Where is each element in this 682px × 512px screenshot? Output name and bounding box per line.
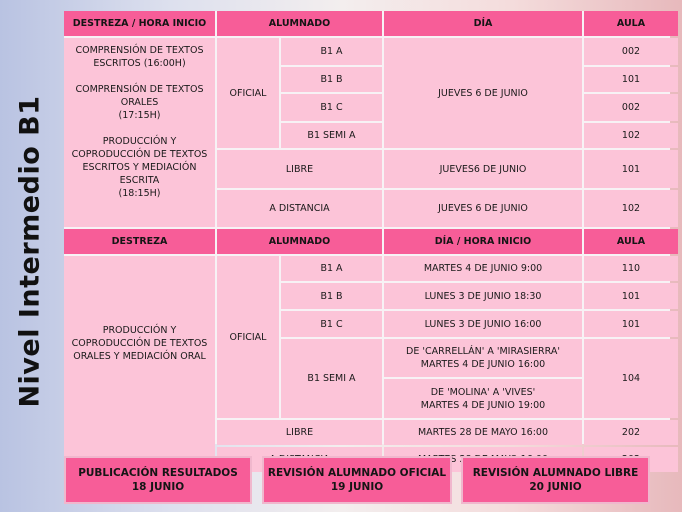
header-destreza-hora: DESTREZA / HORA INICIO	[64, 11, 215, 36]
day-cell: LUNES 3 DE JUNIO 16:00	[384, 311, 582, 337]
header-alumnado: ALUMNADO	[217, 11, 382, 36]
footer-date: 18 JUNIO	[131, 481, 185, 493]
destreza-written: COMPRENSIÓN DE TEXTOS ESCRITOS (16:00H) COMPRENSIÓN DE TEXTOS ORALES (17:15H) PRODUCCIÓN Y COPRODUCCIÓN DE TEXTOS ESCRITOS Y MEDIACIÓN ESCRITA (18:15H)	[64, 38, 215, 227]
results-publication-box	[64, 456, 252, 504]
aula-cell: 104	[584, 339, 678, 418]
aula-cell: 002	[584, 94, 678, 121]
header-destreza: DESTREZA	[64, 229, 215, 254]
official-review-box	[262, 456, 452, 504]
aula-cell: 110	[584, 256, 678, 281]
header-alumnado: ALUMNADO	[217, 229, 382, 254]
free-review-box	[461, 456, 650, 504]
group-b1-semi-a: B1 SEMI A	[281, 123, 382, 148]
header-aula: AULA	[584, 229, 678, 254]
footer-title: PUBLICACIÓN RESULTADOS	[78, 467, 238, 479]
group-b1b: B1 B	[281, 283, 382, 309]
aula-cell: 101	[584, 150, 678, 188]
day-cell: LUNES 3 DE JUNIO 18:30	[384, 283, 582, 309]
libre-label: LIBRE	[217, 420, 382, 445]
group-b1a: B1 A	[281, 38, 382, 65]
distancia-label: A DISTANCIA	[217, 190, 382, 227]
oficial-label: OFICIAL	[217, 38, 279, 148]
group-b1c: B1 C	[281, 94, 382, 121]
group-b1-semi-a: B1 SEMI A	[281, 339, 382, 418]
aula-cell: 102	[584, 190, 678, 227]
level-title: Nivel Intermedio B1	[14, 95, 46, 408]
distancia-day: JUEVES 6 DE JUNIO	[384, 190, 582, 227]
oficial-day: JUEVES 6 DE JUNIO	[384, 38, 582, 148]
oficial-label: OFICIAL	[217, 256, 279, 418]
header-dia-hora: DÍA / HORA INICIO	[384, 229, 582, 254]
group-b1c: B1 C	[281, 311, 382, 337]
header-dia: DÍA	[384, 11, 582, 36]
group-b1b: B1 B	[281, 67, 382, 92]
aula-cell: 101	[584, 311, 678, 337]
aula-cell: 002	[584, 38, 678, 65]
destreza-oral: PRODUCCIÓN Y COPRODUCCIÓN DE TEXTOS ORALES Y MEDIACIÓN ORAL	[64, 256, 215, 472]
aula-cell: 101	[584, 67, 678, 92]
semi-day-cell: DE 'CARRELLÁN' A 'MIRASIERRA' MARTES 4 DE JUNIO 16:00	[384, 339, 582, 377]
day-cell: MARTES 4 DE JUNIO 9:00	[384, 256, 582, 281]
footer-title: REVISIÓN ALUMNADO LIBRE	[472, 467, 639, 479]
footer-title: REVISIÓN ALUMNADO OFICIAL	[267, 467, 447, 479]
libre-day: MARTES 28 DE MAYO 16:00	[384, 420, 582, 445]
aula-cell: 202	[584, 420, 678, 445]
aula-cell: 102	[584, 123, 678, 148]
exam-schedule-table	[64, 11, 670, 444]
semi-day-cell: DE 'MOLINA' A 'VIVES' MARTES 4 DE JUNIO 19:00	[384, 379, 582, 418]
footer-date: 20 JUNIO	[529, 481, 582, 493]
header-aula: AULA	[584, 11, 678, 36]
libre-day: JUEVES6 DE JUNIO	[384, 150, 582, 188]
aula-cell: 101	[584, 283, 678, 309]
libre-label: LIBRE	[217, 150, 382, 188]
footer-date: 19 JUNIO	[330, 481, 384, 493]
group-b1a: B1 A	[281, 256, 382, 281]
